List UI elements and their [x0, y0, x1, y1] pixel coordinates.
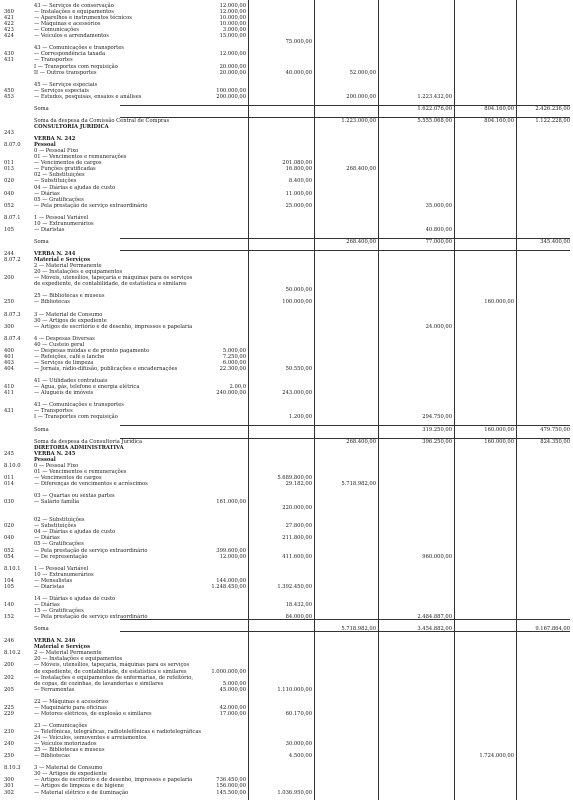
row-description: — Diárias [34, 190, 60, 197]
row-amount: 1.122.228,00 [535, 117, 570, 124]
row-description: 3 — Material de Consumo [34, 765, 103, 772]
row-description: Soma [34, 626, 49, 633]
row-code: 8.07.3 [4, 311, 21, 318]
row-code: 244 [4, 251, 14, 258]
row-amount: 411.600,00 [282, 553, 312, 560]
row-description: — Móveis, utensílios, tapeçaria, máquinas para os serviços [34, 662, 190, 669]
row-amount: 18.432,00 [285, 601, 312, 608]
row-description: — Transportes [34, 57, 73, 64]
row-amount: 243.000,00 [282, 390, 312, 397]
row-amount: 144.000,00 [216, 577, 246, 584]
horizontal-rule [120, 619, 570, 620]
row-amount: 50.550,00 [285, 366, 312, 372]
row-amount: 200.000,00 [216, 93, 246, 100]
row-description: — Veículos e arrendamentos [34, 33, 109, 40]
row-code: 8.10.0 [4, 462, 21, 469]
row-amount: 156.000,00 [216, 783, 246, 790]
row-amount: 30.000,00 [285, 741, 312, 748]
row-amount: 3.454.882,00 [417, 626, 452, 633]
row-description: VERBA N. 245 [34, 450, 76, 457]
row-amount: 77.000,00 [425, 238, 452, 245]
row-code: 243 [4, 130, 14, 137]
row-description: — Artigos de escritório e de desenho, impressos e papelaria [34, 323, 193, 330]
row-amount: 1.110.000,00 [277, 686, 312, 693]
row-description: — Diaristas [34, 583, 65, 590]
row-code: 202 [4, 674, 14, 681]
row-description: — Transportes [34, 408, 73, 415]
row-description: Pessoal [34, 456, 56, 463]
row-code: 040 [4, 190, 14, 197]
row-description: — Substituições [34, 178, 77, 185]
row-description: 43 — Serviços de conservação [34, 3, 114, 9]
row-amount: 1.000.000,00 [211, 668, 246, 675]
row-code: 8.10.3 [4, 765, 21, 772]
horizontal-rule [120, 117, 570, 118]
row-description: — Veículos motorizados [34, 741, 97, 748]
row-amount: 9.167.864,00 [535, 626, 570, 633]
row-description: — Jornais, rádio-difusão, publicações e encadernações [34, 366, 178, 372]
row-description: 43 — Comunicações e transportes [34, 402, 124, 409]
row-amount: 160.000,00 [484, 299, 514, 306]
row-amount: 100.000,00 [216, 87, 246, 94]
row-code: 404 [4, 366, 14, 372]
row-description: 02 — Substituições [34, 172, 85, 179]
row-description: 0 — Pessoal Fixo [34, 148, 79, 155]
row-code: 422 [4, 21, 14, 28]
row-description: 43 — Comunicações e transportes [34, 45, 124, 52]
row-code: 8.10.1 [4, 565, 21, 572]
row-code: 105 [4, 226, 14, 233]
row-description: — Diferenças de vencimentos e acréscimos [34, 480, 148, 487]
row-amount: 20.000,00 [219, 63, 246, 70]
row-description: 05 — Gratificações [34, 541, 84, 548]
row-description: — Máquinas e acessórios [34, 21, 101, 28]
row-code: 430 [4, 51, 14, 58]
row-amount: 24.000,00 [425, 323, 452, 330]
row-amount: 200.000,00 [346, 93, 376, 100]
row-code: 011 [4, 160, 14, 167]
row-amount: 29.182,00 [285, 480, 312, 487]
row-amount: 22.300,00 [219, 366, 246, 372]
row-amount: 396.250,00 [422, 438, 452, 445]
row-amount: 1.724.000,00 [479, 753, 514, 760]
row-code: 400 [4, 347, 14, 354]
row-description: Material e Serviços [34, 644, 91, 651]
row-code: 246 [4, 638, 14, 645]
row-description: 14 — Diárias e ajudas de custo [34, 595, 116, 602]
row-description: Soma [34, 426, 49, 433]
row-amount: 10.000,00 [219, 21, 246, 28]
row-amount: 268.400,00 [346, 238, 376, 245]
row-code: 014 [4, 480, 14, 487]
row-description: — Serviços especiais [34, 87, 89, 94]
row-description: Pessoal [34, 142, 56, 149]
row-description: de copas, de cozinhas, de lavanderias e similares [34, 680, 164, 687]
row-description: — Vencimentos de cargos [34, 160, 102, 167]
row-code: 040 [4, 535, 14, 542]
row-description: 25 — Bibliotecas e museus [34, 747, 105, 754]
row-description: 20 — Instalações e equipamentos [34, 656, 123, 663]
horizontal-rule [120, 631, 570, 632]
row-amount: 145.500,00 [216, 789, 246, 796]
row-description: — Mensalistas [34, 577, 73, 584]
horizontal-rule [120, 438, 570, 439]
row-code: 300 [4, 323, 14, 330]
row-code: 020 [4, 523, 14, 530]
row-description: Soma da despesa da Comissão Central de Compras [34, 117, 170, 124]
row-code: 240 [4, 741, 14, 748]
row-code: 8.07.0 [4, 142, 21, 149]
row-description: 45 — Serviços especiais [34, 81, 98, 88]
row-amount: 268.400,00 [346, 438, 376, 445]
row-code: 229 [4, 710, 14, 717]
row-description: — Funções gratificadas [34, 166, 96, 173]
row-description: — Artigos de escritório e de desenho, impressos e papelaria [34, 777, 193, 784]
row-code: 453 [4, 93, 14, 100]
row-description: de expediente, de contabilidade, de estatística e similares [34, 281, 187, 288]
row-amount: 1.223.432,00 [417, 93, 452, 100]
row-amount: 804.160,00 [484, 105, 514, 112]
row-description: VERBA N. 246 [34, 638, 76, 645]
row-amount: 804.160,00 [484, 117, 514, 124]
row-amount: 345.400,00 [540, 238, 570, 245]
row-amount: 2.00,0 [229, 384, 246, 391]
row-description: Soma da despesa da Consultoria Jurídica [34, 438, 143, 445]
row-code: 8.07.1 [4, 214, 21, 221]
row-description: 03 — Quartas ou sextas partes [34, 493, 115, 500]
horizontal-rule [120, 250, 570, 251]
row-amount: 50.000,00 [285, 287, 312, 294]
row-code: 431 [4, 57, 14, 64]
row-description: 30 — Artigos de expediente [34, 317, 107, 324]
row-description: — Instalações e equipamentos de enfermarias, de refeitório, [34, 674, 194, 681]
row-description: 1 — Pessoal Variável [34, 565, 89, 572]
row-amount: 220.000,00 [282, 505, 312, 512]
row-code: 8.07.4 [4, 335, 21, 342]
row-description: — Despesas miúdas e de pronto pagamento [34, 347, 150, 354]
row-description: 01 — Vencimentos e remunerações [34, 468, 127, 475]
row-description: 40 — Custeio geral [34, 341, 85, 348]
row-amount: 27.800,00 [285, 523, 312, 530]
row-amount: 5.718.982,00 [341, 480, 376, 487]
horizontal-rule [120, 425, 570, 426]
row-amount: 12.000,00 [219, 553, 246, 560]
row-description: 04 — Diárias e ajudas de custo [34, 184, 116, 191]
horizontal-rule [120, 238, 570, 239]
row-amount: 6.000,00 [222, 359, 246, 366]
row-code: 250 [4, 753, 14, 760]
row-amount: 268.400,00 [346, 166, 376, 173]
row-amount: 161.000,00 [216, 499, 246, 506]
horizontal-rule [120, 105, 570, 106]
row-description: II — Outros transportes [34, 69, 97, 76]
row-amount: 4.500,00 [288, 753, 312, 760]
row-code: 200 [4, 275, 14, 282]
row-amount: 2.484.887,00 [417, 614, 452, 621]
row-amount: 40.800,00 [425, 226, 452, 233]
row-amount: 1.200,00 [288, 414, 312, 421]
row-code: 030 [4, 499, 14, 506]
row-description: — Substituições [34, 523, 77, 530]
row-code: 403 [4, 359, 14, 366]
row-description: Soma [34, 238, 49, 245]
row-amount: 211.800,00 [282, 535, 312, 542]
row-amount: 2.426.236,00 [535, 105, 570, 112]
row-description: — Maquinário para oficinas [34, 704, 107, 711]
row-description: — Diárias [34, 601, 60, 608]
row-description: — Pela prestação de serviço extraordinário [34, 547, 148, 554]
row-description: 05 — Gratificações [34, 196, 84, 203]
row-code: 105 [4, 583, 14, 590]
row-description: Soma [34, 105, 49, 112]
row-description: 1 — Pessoal Variável [34, 214, 89, 221]
row-amount: 75.000,00 [285, 39, 312, 46]
row-amount: 1.248.450,00 [211, 583, 246, 590]
row-description: 24 — Veículos, semoventes e arreiamentos [34, 735, 147, 742]
row-code: 360 [4, 9, 14, 16]
row-description: 2 — Material Permanente [34, 263, 102, 270]
row-description: — Refeições, café e lanche [34, 353, 105, 360]
row-amount: 960.000,00 [422, 553, 452, 560]
row-description: — Estudos, pesquisas, ensaios e análises [34, 93, 142, 100]
row-code: 421 [4, 15, 14, 22]
row-description: — Instalações e equipamentos [34, 9, 114, 16]
row-amount: 399.600,00 [216, 547, 246, 554]
row-amount: 1.392.450,00 [277, 583, 312, 590]
row-code: 011 [4, 474, 14, 481]
row-description: I — Transportes com requisição [34, 63, 118, 70]
row-amount: 11.000,00 [285, 190, 312, 197]
row-description: Material e Serviços [34, 257, 91, 264]
row-amount: 7.250,00 [222, 353, 246, 360]
row-description: — Água, gás, telefone e energia elétrica [34, 384, 140, 391]
row-amount: 5.000,00 [222, 680, 246, 687]
row-description: 15 — Gratificações [34, 608, 84, 614]
row-description: 20 — Instalações e equipamentos [34, 269, 123, 276]
row-description: CONSULTORIA JURIDICA [34, 124, 109, 130]
row-description: — Diárias [34, 535, 60, 542]
row-code: 225 [4, 704, 14, 711]
row-code: 431 [4, 408, 14, 415]
row-amount: 5.689.800,00 [277, 474, 312, 481]
row-code: 301 [4, 783, 14, 790]
row-description: — Serviços de limpeza [34, 359, 94, 366]
row-description: — De representação [34, 553, 88, 560]
row-code: 013 [4, 166, 14, 173]
row-amount: 240.000,00 [216, 390, 246, 397]
row-code: 423 [4, 27, 14, 34]
row-description: 02 — Substituições [34, 517, 85, 524]
row-code: 230 [4, 729, 14, 735]
row-amount: 42.000,00 [219, 704, 246, 711]
row-amount: 10.000,00 [219, 15, 246, 22]
row-amount: 17.000,00 [219, 710, 246, 717]
row-description: 30 — Artigos de expediente [34, 771, 107, 778]
row-code: 104 [4, 577, 14, 584]
row-amount: 52.000,00 [349, 69, 376, 76]
row-amount: 45.000,00 [219, 686, 246, 693]
row-description: de expediente, de contabilidade, de estatística e similares [34, 668, 187, 675]
row-amount: 201.080,00 [282, 160, 312, 167]
row-code: 205 [4, 686, 14, 693]
row-description: — Salário família [34, 499, 80, 506]
table-row [0, 789, 573, 797]
row-amount: 15.000,00 [219, 33, 246, 40]
row-description: — Pela prestação de serviço extraordinário [34, 202, 148, 209]
row-code: 152 [4, 614, 14, 621]
row-amount: 40.000,00 [285, 69, 312, 76]
row-amount: 294.750,00 [422, 414, 452, 421]
row-description: 25 — Bibliotecas e museus [34, 293, 105, 300]
row-amount: 60.170,00 [285, 710, 312, 717]
row-code: 054 [4, 553, 14, 560]
row-amount: 20.000,00 [219, 69, 246, 76]
row-description: — Diaristas [34, 226, 65, 233]
row-code: 411 [4, 390, 14, 397]
row-description: 23 — Comunicações [34, 722, 88, 729]
row-code: 052 [4, 202, 14, 209]
row-description: 04 — Diárias e ajudas de custo [34, 529, 116, 536]
row-amount: 1.223.000,00 [341, 117, 376, 124]
row-code: 250 [4, 299, 14, 306]
row-description: VERBA N. 244 [34, 251, 76, 258]
row-amount: 25.000,00 [285, 202, 312, 209]
row-description: — Material elétrico e de iluminação [34, 789, 129, 796]
row-code: 140 [4, 601, 14, 608]
row-description: — Ferramentas [34, 686, 75, 693]
row-amount: 8.400,00 [288, 178, 312, 185]
row-amount: 160.000,00 [484, 426, 514, 433]
row-amount: 12.000,00 [219, 51, 246, 58]
row-description: VERBA N. 242 [34, 136, 76, 143]
row-amount: 5.718.982,00 [341, 626, 376, 633]
row-description: — Artigos de limpeza e de higiene [34, 783, 124, 790]
row-code: 302 [4, 789, 14, 796]
row-description: — Telefônicas, telegráficas, radiotelefônicas e radiotelegráficas [34, 729, 202, 735]
row-amount: 16.800,00 [285, 166, 312, 173]
row-description: 01 — Vencimentos e remunerações [34, 154, 127, 161]
row-description: I — Transportes com requisição [34, 414, 118, 421]
row-description: 0 — Pessoal Fixo [34, 462, 79, 469]
row-description: — Bibliotecas [34, 299, 70, 306]
row-description: — Aluguéis de imóveis [34, 390, 94, 397]
row-description: 2 — Material Permanente [34, 650, 102, 657]
row-description: — Vencimentos de cargos [34, 474, 102, 481]
row-code: 300 [4, 777, 14, 784]
row-amount: 5.000,00 [222, 347, 246, 354]
row-amount: 5.555.068,00 [417, 117, 452, 124]
row-code: 8.10.2 [4, 650, 21, 657]
row-description: — Comunicações [34, 27, 79, 34]
row-code: 450 [4, 87, 14, 94]
row-amount: 319.250,00 [422, 426, 452, 433]
row-amount: 12.000,00 [219, 3, 246, 9]
row-amount: 100.000,00 [282, 299, 312, 306]
row-description: 3 — Material de Consumo [34, 311, 103, 318]
row-code: 8.07.2 [4, 257, 21, 264]
row-description: 41 — Utilidades contratuais [34, 378, 108, 385]
row-description: — Bibliotecas [34, 753, 70, 760]
row-description: 22 — Máquinas e acessórios [34, 698, 109, 705]
row-code: 052 [4, 547, 14, 554]
row-amount: 84.000,00 [285, 614, 312, 621]
row-description: — Aparelhos e instrumentos técnicos [34, 15, 132, 22]
row-code: 424 [4, 33, 14, 40]
row-description: 10 — Extranumerários [34, 220, 94, 227]
row-amount: 3.000,00 [222, 27, 246, 34]
row-description: 4 — Despesas Diversas [34, 335, 95, 342]
row-description: 10 — Extranumerários [34, 571, 94, 578]
row-code: 410 [4, 384, 14, 391]
row-code: 401 [4, 353, 14, 360]
row-code: 020 [4, 178, 14, 185]
row-amount: 479.750,00 [540, 426, 570, 433]
row-code: 200 [4, 662, 14, 669]
row-description: — Móveis, utensílios, tapeçaria e máquinas para os serviços [34, 275, 193, 282]
row-amount: 35.000,00 [425, 202, 452, 209]
row-description: — Motores elétricos, de explosão e similares [34, 710, 152, 717]
row-amount: 1.622.076,00 [417, 105, 452, 112]
row-code: 245 [4, 450, 14, 457]
row-amount: 824.350,00 [540, 438, 570, 445]
row-description: — Correspondência taxada [34, 51, 106, 58]
row-amount: 736.450,00 [216, 777, 246, 784]
row-amount: 1.036.950,00 [277, 789, 312, 796]
row-description: DIRETORIA ADMINISTRATIVA [34, 444, 124, 451]
row-description: — Pela prestação de serviço extraordinário [34, 614, 148, 621]
row-amount: 160.000,00 [484, 438, 514, 445]
row-amount: 12.000,00 [219, 9, 246, 16]
